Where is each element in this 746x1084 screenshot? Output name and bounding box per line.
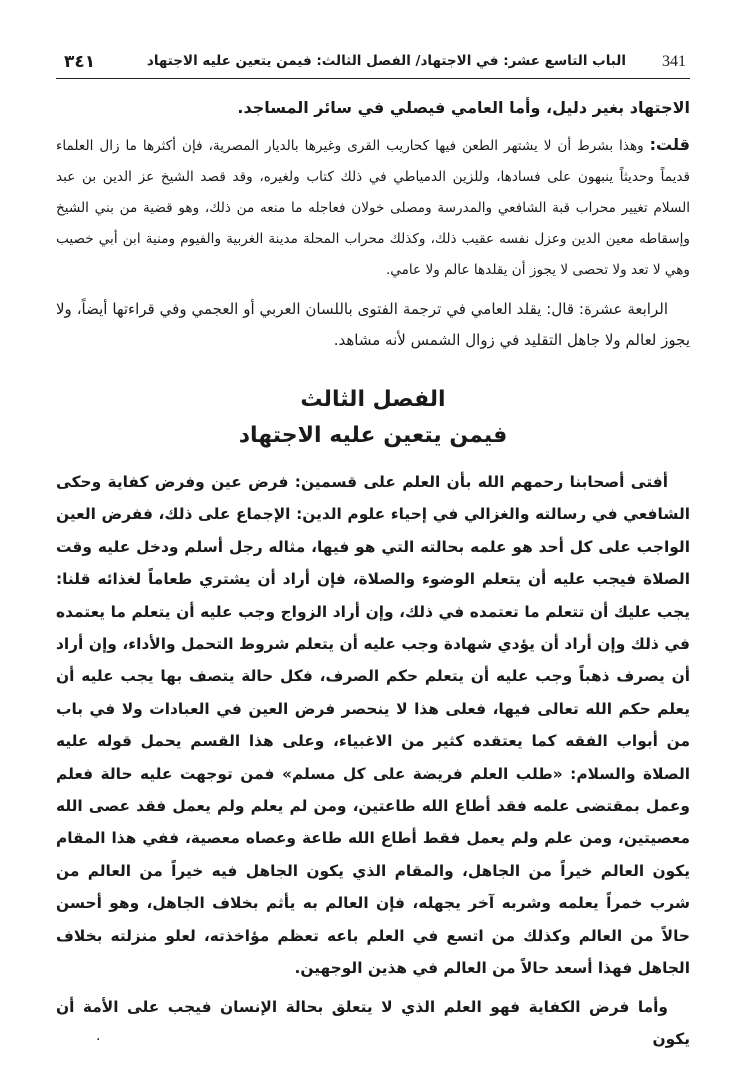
qult-paragraph bbox=[56, 129, 690, 286]
body-text bbox=[56, 92, 690, 1055]
main-paragraph-1: أفتى أصحابنا رحمهم الله بأن العلم على قسمين: فرض عين وفرض كفاية وحكى الشافعي في رسالته والغزالي في إحياء علوم الدين: الإجماع على ذلك، ففرض العين الواجب على كل أحد هو علمه بحالته التي هو فيها، مثاله رجل أسلم ودخل عليه وقت الصلاة فيجب عليه أن يتعلم الوضوء والصلاة، فإن أراد أن يشتري طعاماً لغذائه قلنا: يجب عليك أن تتعلم ما تعتمده في ذلك، وإن أراد الزواج وجب عليه أن يتعلم ما يعتمده في ذلك وإن أراد أن يؤدي شهادة وجب عليه أن يتعلم شروط التحمل والأداء، وإن أراد أن يصرف ذهباً وجب عليه أن يتعلم حكم الصرف، فكل حالة يتصف بها يجب عليه أن يعلم حكم الله تعالى فيها، فعلى هذا لا ينحصر فرض العين في العبادات ولا في باب من أبواب الفقه كما يعتقده كثير من الاغبياء، وعلى هذا القسم يحمل قوله عليه الصلاة والسلام: «طلب العلم فريضة على كل مسلم» فمن توجهت عليه حالة فعلم وعمل بمقتضى علمه فقد أطاع الله طاعتين، ومن لم يعلم ولم يعمل فقد عصى الله معصيتين، ومن علم ولم يعمل فقط أطاع الله طاعة وعصاه معصية، ففي هذا المقام يكون العالم خيراً من الجاهل، والمقام الذي يكون الجاهل فيه خيراً من العالم من شرب خمراً يعلمه وشربه آخر يجهله، فإن العالم به يأثم بخلاف الجاهل، وهو أحسن حالاً من العالم وكذلك من اتسع في العلم باعه تعظم مؤاخذته، لعلو منزلته بخلاف الجاهل فهذا أسعد حالاً من العالم في هذين الوجهين. bbox=[56, 473, 690, 978]
chapter-title: الفصل الثالث bbox=[300, 387, 446, 412]
page-number-latin: 341 bbox=[662, 53, 686, 70]
header-title: الباب التاسع عشر: في الاجتهاد/ الفصل الثالث: فيمن يتعين عليه الاجتهاد bbox=[146, 53, 626, 69]
continuation-paragraph: الاجتهاد بغير دليل، وأما العامي فيصلي في سائر المساجد. bbox=[237, 98, 690, 117]
rule-fourteen-paragraph: الرابعة عشرة: قال: يقلد العامي في ترجمة الفتوى باللسان العربي أو العجمي وفي قراءتها أيضاً، ولا يجوز لعالم ولا جاهل التقليد في زوال الشمس لأنه مشاهد. bbox=[56, 300, 690, 349]
chapter-subtitle: فيمن يتعين عليه الاجتهاد bbox=[238, 423, 508, 448]
main-paragraph-2: وأما فرض الكفاية فهو العلم الذي لا يتعلق بحالة الإنسان فيجب على الأمة أن يكون bbox=[56, 997, 690, 1048]
footer-mark: . bbox=[96, 1028, 101, 1044]
running-header bbox=[56, 44, 690, 79]
page-number-arabic: ٣٤١ bbox=[64, 52, 96, 72]
qult-label: قلت: bbox=[649, 135, 690, 154]
qult-text: وهذا بشرط أن لا يشتهر الطعن فيها كحاريب القرى وغيرها بالديار المصرية، فإن أكثرها ما زال العلماء قديماً وحديثاً ينبهون على فسادها، وللزين الدمياطي في ذلك كتاب ولغيره، وقد قصد الشيخ عز الدين بن عبد السلام تغيير محراب قبة الشافعي والمدرسة ومصلى خولان فعاجله ما منعه من ذلك، وهو قضية من بني الشيخ وإسقاطه معين الدين وعزل نفسه عقيب ذلك، وكذلك محراب المحلة مدينة الغربية والفيوم ومنية ابن أبي خصيب وهي لا تعد ولا تحصى لا يجوز أن يقلدها عالم ولا عامي. bbox=[56, 138, 690, 278]
